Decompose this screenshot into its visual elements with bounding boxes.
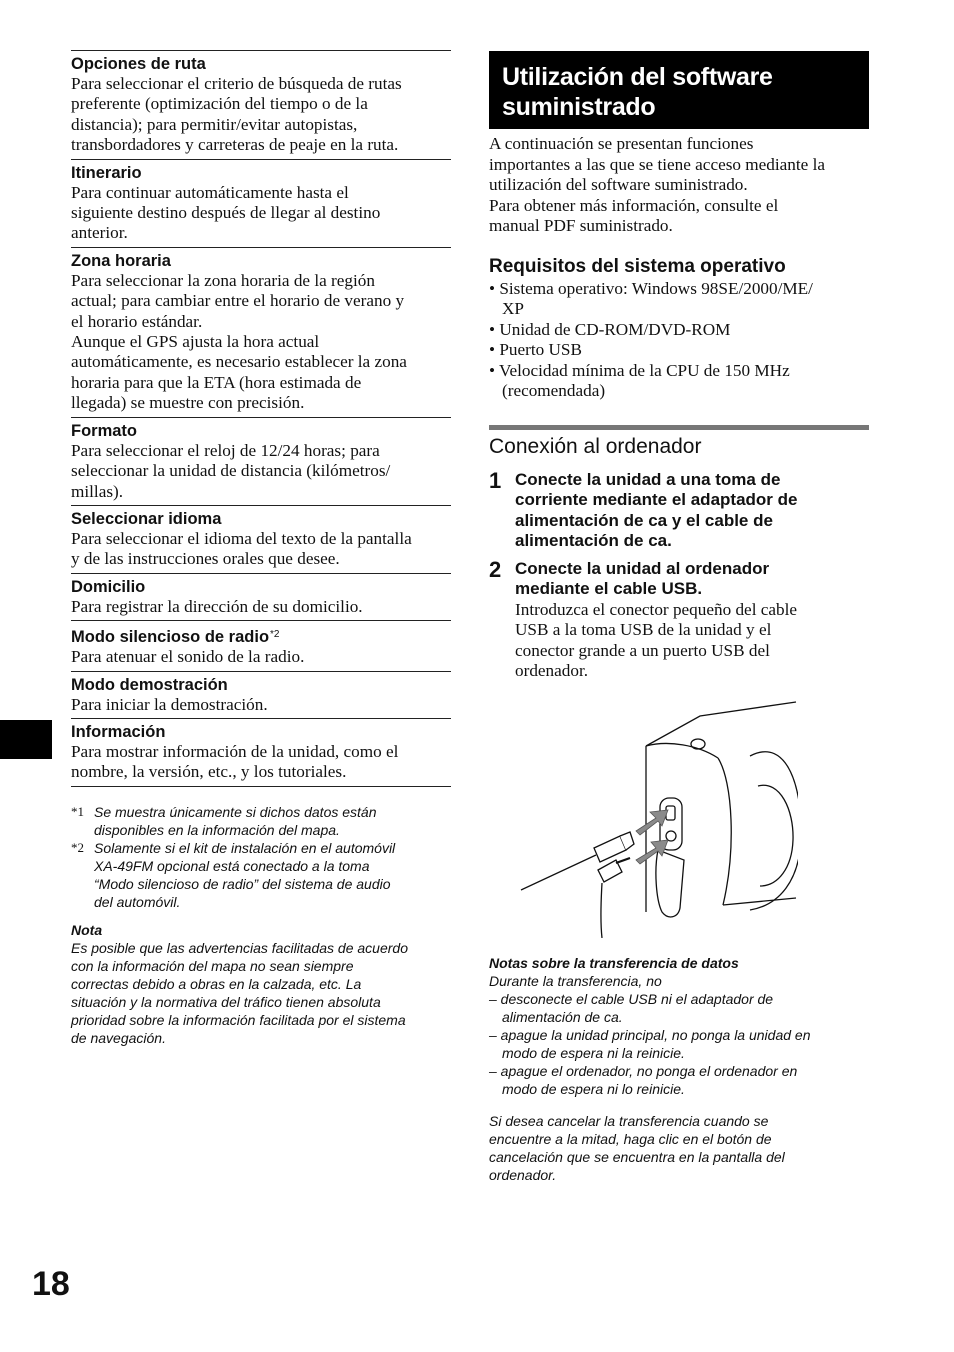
nota-text bbox=[71, 939, 451, 1047]
dc-plug-pin bbox=[616, 858, 630, 863]
footnote-line: disponibles en la información del mapa. bbox=[94, 821, 340, 838]
footnote-mark: *1 bbox=[71, 803, 84, 819]
connection-step bbox=[489, 556, 869, 682]
transfer-notes bbox=[489, 954, 869, 1184]
page-number: 18 bbox=[32, 1265, 70, 1303]
setting-entry bbox=[71, 573, 451, 620]
step-title-line: Conecte la unidad a una toma de bbox=[515, 469, 781, 489]
settings-column bbox=[71, 50, 451, 1047]
settings-list bbox=[71, 50, 451, 786]
nota-line: de navegación. bbox=[71, 1029, 166, 1046]
step-description-line: Introduzca el conector pequeño del cable bbox=[515, 599, 798, 619]
setting-description-line: anterior. bbox=[71, 223, 128, 243]
requirement-text: XP bbox=[502, 299, 524, 318]
section-title-banner bbox=[489, 51, 869, 129]
step-body bbox=[515, 470, 797, 552]
setting-description-line: y de las instrucciones orales que desee. bbox=[71, 549, 340, 569]
transfer-closing-line: ordenador. bbox=[489, 1166, 557, 1183]
usb-connection-illustration bbox=[518, 700, 798, 938]
setting-description-line: automáticamente, es necesario establecer la zona bbox=[71, 352, 407, 372]
requirement-text: Unidad de CD-ROM/DVD-ROM bbox=[499, 319, 731, 339]
step-title-line: mediante el cable USB. bbox=[515, 579, 703, 598]
setting-description bbox=[71, 183, 451, 244]
transfer-note-text: modo de espera ni lo reinicie. bbox=[502, 1080, 685, 1097]
setting-title bbox=[71, 723, 451, 742]
step-description-line: ordenador. bbox=[515, 661, 589, 680]
footnote-ref: *2 bbox=[270, 629, 280, 641]
intro-line: importantes a las que se tiene acceso mediante la bbox=[489, 154, 825, 174]
setting-entry bbox=[71, 159, 451, 247]
connection-heading: Conexión al ordenador bbox=[489, 434, 702, 458]
transfer-notes-intro: Durante la transferencia, no bbox=[489, 972, 662, 989]
setting-description-line: millas). bbox=[71, 481, 124, 501]
step-title bbox=[515, 470, 797, 552]
unit-bottom-edge bbox=[723, 898, 796, 905]
section-side-tab bbox=[0, 720, 52, 759]
nota-line: correctas debido a obras en la calzada, etc. La bbox=[71, 975, 362, 992]
transfer-closing-line: Si desea cancelar la transferencia cuando se bbox=[489, 1112, 769, 1129]
transfer-note-text: alimentación de ca. bbox=[502, 1008, 623, 1025]
port-cover-flap bbox=[656, 850, 684, 917]
setting-description bbox=[71, 647, 451, 667]
requirement-text: Puerto USB bbox=[499, 340, 582, 359]
step-body bbox=[515, 559, 797, 682]
setting-title bbox=[71, 510, 451, 529]
requirement-item bbox=[489, 279, 869, 320]
step-description bbox=[515, 600, 797, 682]
requirement-text: Sistema operativo: Windows 98SE/2000/ME/ bbox=[499, 278, 813, 298]
footnote-line: Solamente si el kit de instalación en el automóvil bbox=[94, 839, 396, 856]
transfer-note-item bbox=[489, 990, 869, 1026]
step-description-line: conector grande a un puerto USB del bbox=[515, 640, 770, 660]
setting-title-text: Zona horaria bbox=[71, 251, 171, 270]
footnote-line: del automóvil. bbox=[94, 893, 181, 910]
transfer-note-item bbox=[489, 1026, 869, 1062]
connection-step bbox=[489, 467, 869, 552]
transfer-notes-closing bbox=[489, 1112, 869, 1184]
setting-description-line: Para mostrar información de la unidad, como el bbox=[71, 741, 399, 761]
step-title bbox=[515, 559, 797, 600]
setting-description bbox=[71, 597, 451, 617]
setting-description bbox=[71, 695, 451, 715]
setting-description-line: siguiente destino después de llegar al destino bbox=[71, 203, 381, 223]
transfer-note-text: – apague la unidad principal, no ponga la unidad en bbox=[489, 1026, 811, 1043]
setting-description-line: Para seleccionar el reloj de 12/24 horas; para bbox=[71, 440, 380, 460]
setting-title bbox=[71, 252, 451, 271]
setting-description-line: horaria para que la ETA (hora estimada de bbox=[71, 372, 362, 392]
nota-line: Es posible que las advertencias facilitadas de acuerdo bbox=[71, 939, 408, 956]
dc-in-port-icon bbox=[666, 831, 676, 841]
nota-line: con la información del mapa no sean siempre bbox=[71, 957, 354, 974]
step-description-line: USB a la toma USB de la unidad y el bbox=[515, 620, 772, 639]
unit-side-curve bbox=[718, 758, 731, 905]
setting-description-line: preferente (optimización del tiempo o de la bbox=[71, 94, 368, 114]
usb-plug-icon bbox=[594, 836, 626, 862]
setting-entry bbox=[71, 718, 451, 786]
transfer-closing-line: encuentre a la mitad, haga clic en el botón de bbox=[489, 1130, 772, 1147]
footnote-line: XA-49FM opcional está conectado a la toma bbox=[94, 857, 370, 874]
setting-description bbox=[71, 74, 451, 156]
setting-description bbox=[71, 529, 451, 570]
setting-title bbox=[71, 625, 451, 647]
unit-front-curve bbox=[646, 743, 718, 758]
transfer-note-item bbox=[489, 1062, 869, 1098]
section-intro bbox=[489, 134, 869, 237]
transfer-note-text: modo de espera ni la reinicie. bbox=[502, 1044, 685, 1061]
transfer-note-text: – desconecte el cable USB ni el adaptador de bbox=[489, 990, 774, 1007]
unit-speaker-inner bbox=[758, 785, 793, 886]
setting-title-text: Opciones de ruta bbox=[71, 55, 206, 73]
setting-entry bbox=[71, 50, 451, 159]
setting-title bbox=[71, 676, 451, 695]
setting-title-text: Itinerario bbox=[71, 163, 142, 182]
setting-description-line: transbordadores y carreteras de peaje en la ruta. bbox=[71, 135, 399, 155]
step-title-line: alimentación de ca y el cable de bbox=[515, 510, 773, 530]
dc-cable bbox=[601, 883, 602, 938]
requirements-list bbox=[489, 279, 869, 402]
setting-description-line: Para seleccionar el criterio de búsqueda de rutas bbox=[71, 74, 402, 93]
setting-description-line: seleccionar la unidad de distancia (kilómetros/ bbox=[71, 461, 391, 481]
setting-description-line: distancia); para permitir/evitar autopistas, bbox=[71, 114, 358, 134]
setting-title-text: Seleccionar idioma bbox=[71, 509, 222, 528]
setting-entry bbox=[71, 671, 451, 718]
intro-line: Para obtener más información, consulte el bbox=[489, 195, 779, 215]
requirement-item bbox=[489, 340, 869, 361]
setting-description-line: Para seleccionar el idioma del texto de la pantalla bbox=[71, 528, 412, 548]
setting-description-line: Para continuar automáticamente hasta el bbox=[71, 182, 349, 202]
transfer-notes-title: Notas sobre la transferencia de datos bbox=[489, 954, 739, 971]
intro-line: utilización del software suministrado. bbox=[489, 175, 748, 194]
nota-line: prioridad sobre la información facilitada por el sistema bbox=[71, 1011, 406, 1028]
footnote bbox=[71, 839, 451, 911]
setting-entry bbox=[71, 505, 451, 573]
arrow-usb-icon bbox=[636, 810, 668, 835]
setting-description bbox=[71, 441, 451, 502]
setting-entry bbox=[71, 417, 451, 505]
footnotes bbox=[71, 803, 451, 911]
intro-line: manual PDF suministrado. bbox=[489, 216, 673, 235]
requirement-item bbox=[489, 320, 869, 341]
footnote-line: “Modo silencioso de radio” del sistema de audio bbox=[94, 875, 391, 892]
setting-entry bbox=[71, 620, 451, 670]
setting-description-line: Para atenuar el sonido de la radio. bbox=[71, 647, 305, 667]
section-title-line: Utilización del software bbox=[502, 63, 773, 91]
step-title-line: corriente mediante el adaptador de bbox=[515, 490, 798, 509]
software-column bbox=[489, 51, 869, 1184]
nota-line: situación y la normativa del tráfico tienen absoluta bbox=[71, 993, 381, 1010]
setting-title-text: Modo silencioso de radio bbox=[71, 628, 270, 647]
requirement-text: (recomendada) bbox=[502, 381, 606, 400]
step-number: 1 bbox=[489, 467, 502, 493]
section-title-line: suministrado bbox=[502, 93, 656, 121]
footnote-line: Se muestra únicamente si dichos datos están bbox=[94, 803, 377, 820]
setting-description-line: Para seleccionar la zona horaria de la región bbox=[71, 270, 375, 290]
unit-speaker-ring bbox=[750, 752, 798, 910]
footnote-text bbox=[94, 839, 395, 911]
setting-title-text: Formato bbox=[71, 421, 137, 440]
setting-description-line: Aunque el GPS ajusta la hora actual bbox=[71, 332, 320, 352]
intro-line: A continuación se presentan funciones bbox=[489, 134, 754, 153]
requirement-text: Velocidad mínima de la CPU de 150 MHz bbox=[499, 360, 790, 380]
setting-title bbox=[71, 422, 451, 441]
transfer-closing-line: cancelación que se encuentra en la pantalla del bbox=[489, 1148, 785, 1165]
setting-description bbox=[71, 271, 451, 414]
footnote-text bbox=[94, 803, 377, 839]
list-end-rule bbox=[71, 786, 451, 787]
setting-description-line: llegada) se muestre con precisión. bbox=[71, 393, 305, 413]
requirements-heading: Requisitos del sistema operativo bbox=[489, 255, 786, 277]
step-number: 2 bbox=[489, 556, 502, 582]
connection-steps bbox=[489, 467, 869, 682]
setting-description-line: nombre, la versión, etc., y los tutoriales. bbox=[71, 762, 347, 782]
step-title-line: alimentación de ca. bbox=[515, 531, 672, 550]
setting-description-line: actual; para cambiar entre el horario de verano y bbox=[71, 291, 405, 311]
unit-mount-hole-icon bbox=[691, 739, 705, 749]
step-title-line: Conecte la unidad al ordenador bbox=[515, 558, 770, 578]
setting-title bbox=[71, 578, 451, 597]
setting-title-text: Domicilio bbox=[71, 577, 146, 596]
usb-port-icon bbox=[666, 806, 675, 820]
setting-title-text: Modo demostración bbox=[71, 675, 228, 694]
transfer-notes-items bbox=[489, 990, 869, 1098]
setting-description-line: el horario estándar. bbox=[71, 311, 203, 331]
footnote bbox=[71, 803, 451, 839]
unit-top-edge bbox=[646, 702, 796, 746]
nota-title: Nota bbox=[71, 921, 103, 938]
usb-cable bbox=[521, 855, 596, 890]
setting-description-line: Para registrar la dirección de su domicilio. bbox=[71, 596, 363, 616]
setting-title bbox=[71, 164, 451, 183]
setting-description-line: Para iniciar la demostración. bbox=[71, 694, 268, 714]
requirement-item bbox=[489, 361, 869, 402]
setting-entry bbox=[71, 247, 451, 417]
setting-description bbox=[71, 742, 451, 783]
transfer-note-text: – apague el ordenador, no ponga el ordenador en bbox=[489, 1062, 798, 1079]
connection-rule bbox=[489, 425, 869, 430]
setting-title-text: Información bbox=[71, 722, 166, 741]
footnote-mark: *2 bbox=[71, 839, 84, 855]
setting-title bbox=[71, 55, 451, 74]
